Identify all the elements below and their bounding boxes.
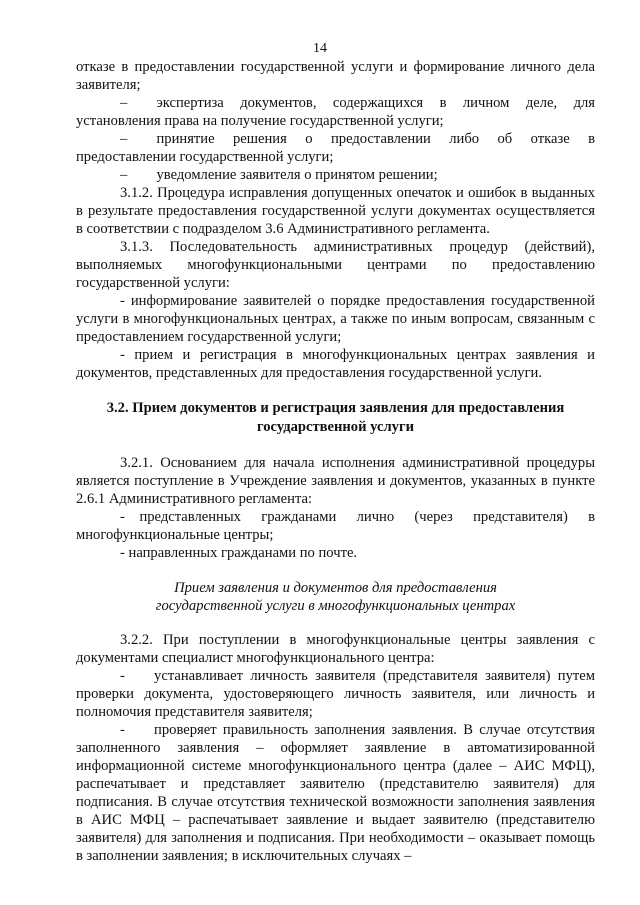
paragraph: 3.1.3. Последовательность административных процедур (действий), выполняемых многофункциональными центрами по предоставлению государственной услуги: bbox=[76, 239, 595, 291]
list-item: - прием и регистрация в многофункциональных центрах заявления и документов, представленных для предоставления государственной услуги. bbox=[76, 347, 595, 381]
paragraph: отказе в предоставлении государственной услуги и формирование личного дела заявителя; bbox=[76, 59, 595, 93]
page-number: 14 bbox=[313, 41, 327, 56]
subsection-heading: Прием заявления и документов для предоставления государственной услуги в многофункциональных центрах bbox=[155, 580, 516, 614]
paragraph: 3.1.2. Процедура исправления допущенных опечаток и ошибок в выданных в результате предоставления государственной услуги документах осуществляется в соответствии с подразделом 3.6 Административного регламента. bbox=[76, 185, 595, 237]
paragraph: 3.2.1. Основанием для начала исполнения административной процедуры является поступление в Учреждение заявления и документов, указанных в пункте 2.6.1 Административного регламента: bbox=[76, 455, 595, 507]
list-item: – принятие решения о предоставлении либо об отказе в предоставлении государственной услуги; bbox=[76, 131, 595, 165]
list-item: – уведомление заявителя о принятом решении; bbox=[120, 167, 438, 183]
list-item: - проверяет правильность заполнения заявления. В случае отсутствия заполненного заявления – оформляет заявление в автоматизированной информационной системе многофункционального центра (далее – АИС МФЦ), распечатывает и представляет заявителю (представителю заявителя) для подписания. В случае отсутствия технической возможности заполнения заявления в АИС МФЦ – распечатывает заявление и выдает заявителю (представителю заявителя) для заполнения и подписания. При необходимости – оказывает помощь в заполнении заявления; в исключительных случаях – bbox=[76, 722, 595, 864]
list-item: - информирование заявителей о порядке предоставления государственной услуги в многофункциональных центрах, а также по иным вопросам, связанным с предоставлением государственной услуги; bbox=[76, 293, 595, 345]
list-item: - направленных гражданами по почте. bbox=[120, 545, 358, 561]
section-heading: 3.2. Прием документов и регистрация заявления для предоставления государственной услуги bbox=[106, 400, 565, 435]
page-content bbox=[76, 58, 595, 865]
list-item: – экспертиза документов, содержащихся в личном деле, для установления права на получение государственной услуги; bbox=[76, 95, 595, 129]
paragraph: 3.2.2. При поступлении в многофункциональные центры заявления с документами специалист многофункционального центра: bbox=[76, 632, 595, 666]
list-item: - устанавливает личность заявителя (представителя заявителя) путем проверки документа, удостоверяющего личность заявителя, или личность и полномочия представителя заявителя; bbox=[76, 668, 595, 720]
list-item: - представленных гражданами лично (через представителя) в многофункциональные центры; bbox=[76, 509, 595, 543]
